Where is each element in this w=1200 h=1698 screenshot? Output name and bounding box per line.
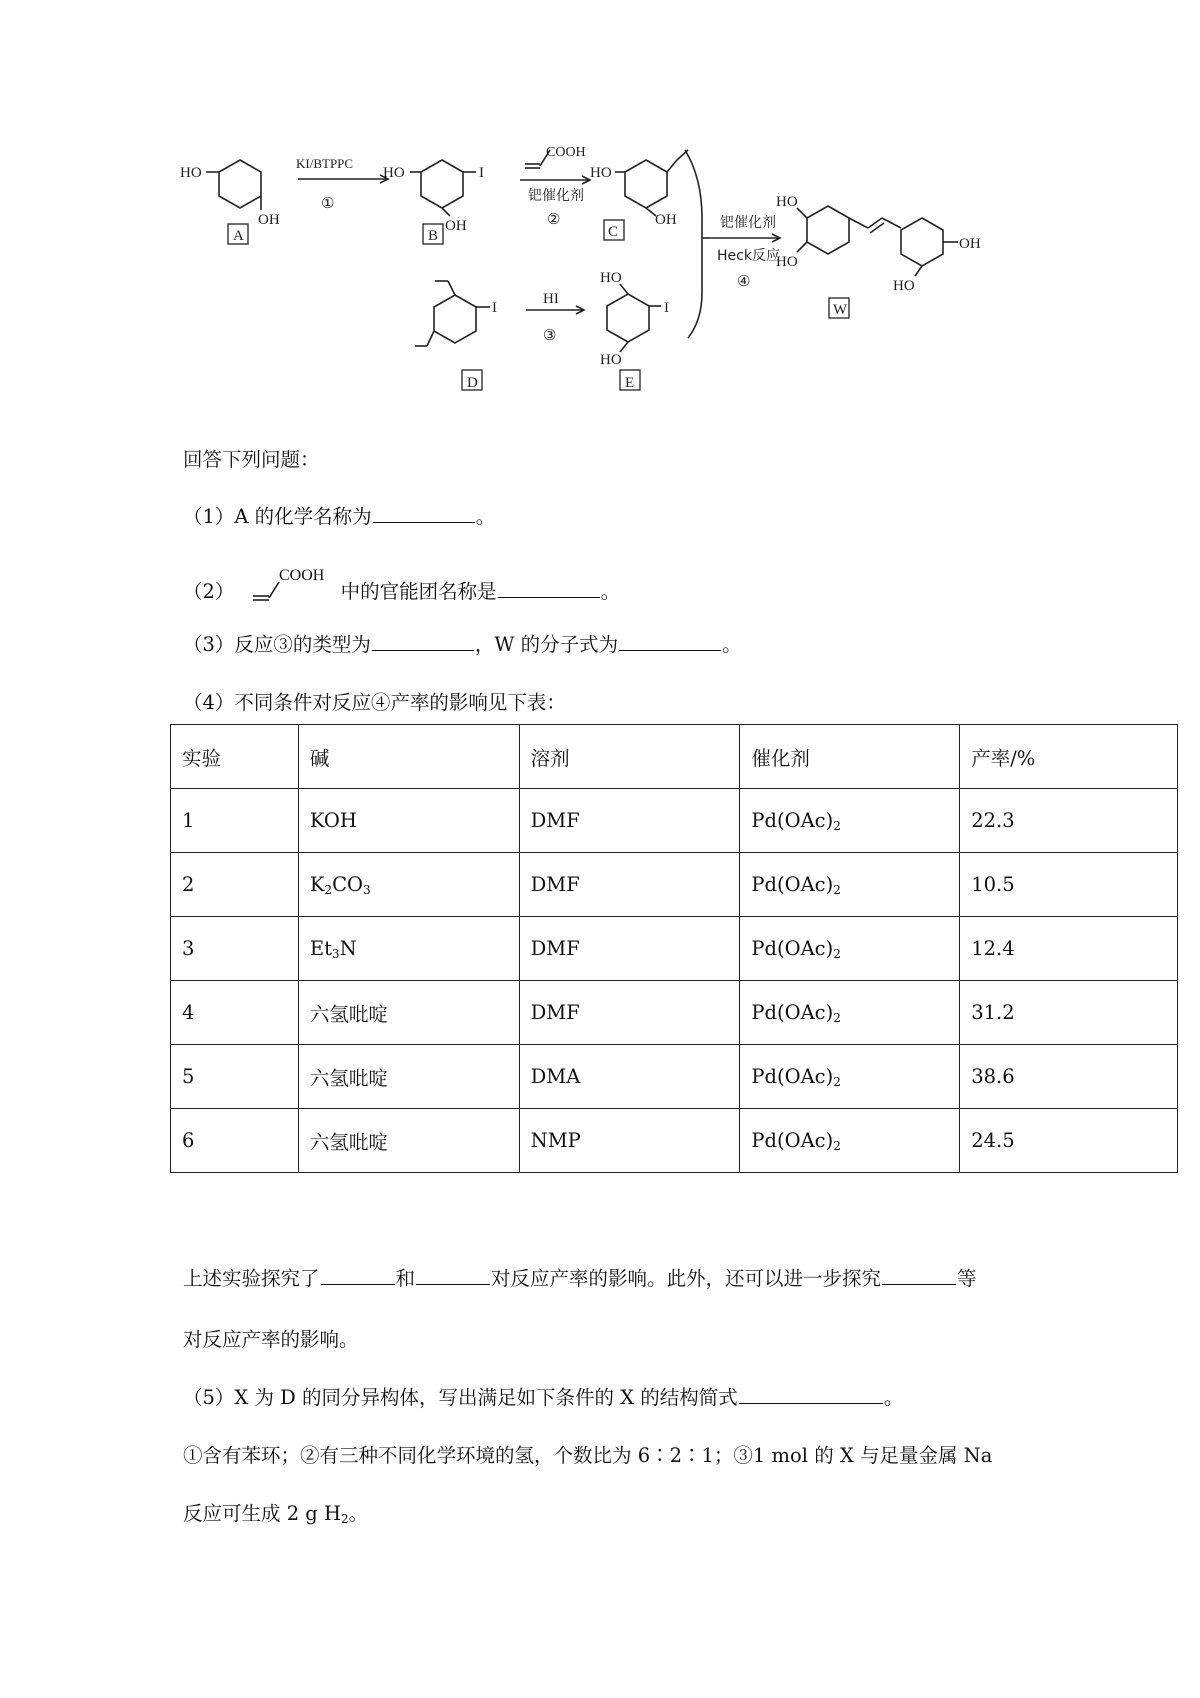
- group-ho-w1: HO: [776, 194, 798, 210]
- label-b: B: [428, 228, 439, 244]
- cell-base: [298, 917, 519, 981]
- cell-solvent: DMF: [519, 789, 740, 853]
- cell-base: [298, 853, 519, 917]
- q1-suffix: 。: [475, 505, 496, 528]
- catalyst-subscript: 2: [833, 1138, 841, 1153]
- group-ho-e-top: HO: [600, 270, 622, 286]
- table-row: [171, 917, 1178, 981]
- cell-base: 六氢吡啶: [298, 1045, 519, 1109]
- q2-suffix: 。: [600, 580, 621, 603]
- cell-experiment: 2: [171, 853, 299, 917]
- q5-conditions-line2: [183, 1499, 368, 1534]
- answer-blank-q2[interactable]: [498, 577, 600, 598]
- cell-yield: 31.2: [960, 981, 1178, 1045]
- cell-experiment: 4: [171, 981, 299, 1045]
- cell-experiment: 6: [171, 1109, 299, 1173]
- base-subscript: 2: [324, 882, 333, 897]
- q3-prefix: （3）反应③的类型为: [183, 633, 371, 656]
- compound-c-ring: [625, 160, 667, 208]
- cell-yield: 38.6: [960, 1045, 1178, 1109]
- header-catalyst: 催化剂: [740, 725, 960, 789]
- answer-blank-q3b[interactable]: [619, 630, 721, 651]
- question-2: [183, 566, 620, 607]
- cell-experiment: 3: [171, 917, 299, 981]
- label-e: E: [625, 375, 635, 391]
- cell-yield: 12.4: [960, 917, 1178, 981]
- base-text: CO: [332, 872, 363, 896]
- step3-number: ③: [543, 328, 557, 344]
- compound-e-ring: [607, 294, 649, 342]
- q4b-part1: 上述实验探究了: [183, 1267, 320, 1290]
- label-d: D: [467, 375, 478, 391]
- group-oh-b: OH: [445, 218, 467, 234]
- yield-table: [170, 724, 1178, 1173]
- header-solvent: 溶剂: [519, 725, 740, 789]
- cell-catalyst: [740, 981, 960, 1045]
- cell-solvent: NMP: [519, 1109, 740, 1173]
- compound-w-ring-left: [807, 206, 849, 254]
- step4-number: ④: [737, 274, 751, 290]
- question-4-followup: [183, 1264, 977, 1294]
- catalyst-text: Pd(OAc): [751, 872, 834, 896]
- table-row: [171, 1109, 1178, 1173]
- base-text: K: [309, 872, 325, 896]
- catalyst-text: Pd(OAc): [751, 1128, 834, 1152]
- catalyst-step2: 钯催化剂: [528, 188, 584, 204]
- q5-cond2-sub: 2: [341, 1512, 349, 1526]
- cell-catalyst: [740, 853, 960, 917]
- base-subscript: 3: [362, 882, 371, 897]
- q5-cond1: ①含有苯环；②有三种不同化学环境的氢，个数比为 6∶2∶1；③1 mol 的 X 与足量金属 Na: [183, 1444, 993, 1467]
- group-ho-a: HO: [180, 165, 202, 181]
- catalyst-subscript: 2: [833, 882, 841, 897]
- q3-suffix: 。: [722, 633, 742, 656]
- table-row: [171, 981, 1178, 1045]
- question-5: [183, 1383, 903, 1413]
- question-1: [183, 502, 495, 532]
- reagent-step2: COOH: [546, 145, 586, 160]
- answer-blank-q4b[interactable]: [416, 1264, 490, 1285]
- cell-solvent: DMF: [519, 981, 740, 1045]
- catalyst-text: Pd(OAc): [751, 808, 834, 832]
- acrylic-cooh: COOH: [278, 567, 324, 584]
- cell-catalyst: [740, 1109, 960, 1173]
- q4b-part3: 对反应产率的影响。此外，还可以进一步探究: [491, 1267, 882, 1290]
- group-ho-w2: HO: [776, 254, 798, 270]
- cell-catalyst: [740, 1045, 960, 1109]
- q4b-part2: 和: [395, 1267, 416, 1290]
- compound-b-ring: [421, 160, 463, 208]
- heck-label: Heck反应: [717, 248, 780, 264]
- table-row: [171, 1045, 1178, 1109]
- catalyst-subscript: 2: [833, 1010, 841, 1025]
- table-header-row: [171, 725, 1178, 789]
- cell-yield: 22.3: [960, 789, 1178, 853]
- question-3: [183, 630, 742, 660]
- catalyst-step4: 钯催化剂: [720, 215, 776, 231]
- header-experiment: 实验: [171, 725, 299, 789]
- q5-prefix: （5）X 为 D 的同分异构体，写出满足如下条件的 X 的结构简式: [183, 1386, 738, 1409]
- step1-number: ①: [321, 196, 335, 212]
- compound-w-ring-right: [901, 218, 943, 266]
- group-i-d: I: [492, 300, 497, 316]
- label-a: A: [233, 228, 244, 244]
- q4b-line2: 对反应产率的影响。: [183, 1328, 359, 1351]
- catalyst-text: Pd(OAc): [751, 936, 834, 960]
- base-text: N: [339, 936, 357, 960]
- acrylic-acid-structure: [241, 566, 341, 606]
- intro-text: 回答下列问题：: [183, 448, 320, 471]
- answer-blank-q5[interactable]: [739, 1383, 883, 1404]
- group-ho-b: HO: [383, 165, 405, 181]
- question-4-followup-line2: [183, 1325, 359, 1355]
- cell-yield: 10.5: [960, 853, 1178, 917]
- reagent-step3: HI: [543, 291, 559, 307]
- group-oh-a: OH: [258, 212, 280, 228]
- q5-conditions-line1: [183, 1441, 992, 1471]
- cell-solvent: DMF: [519, 853, 740, 917]
- compound-a-ring: [219, 160, 261, 208]
- group-i-b: I: [479, 165, 484, 181]
- cell-solvent: DMF: [519, 917, 740, 981]
- catalyst-subscript: 2: [833, 946, 841, 961]
- q2-prefix: （2）: [183, 580, 235, 603]
- q4-prefix: （4）不同条件对反应④产率的影响见下表：: [183, 691, 566, 714]
- q5-cond2b: 。: [348, 1502, 369, 1525]
- compound-d-ring: [434, 295, 476, 343]
- reagent-step1: KI/BTPPC: [296, 156, 354, 171]
- group-ho-w3: HO: [893, 278, 915, 294]
- header-base: 碱: [298, 725, 519, 789]
- base-text: Et: [309, 936, 332, 960]
- q1-prefix: （1）A 的化学名称为: [183, 505, 372, 528]
- question-4: [183, 688, 566, 718]
- q3-mid: ，W 的分子式为: [474, 633, 619, 656]
- group-ho-c: HO: [590, 165, 612, 181]
- q5-suffix: 。: [883, 1386, 904, 1409]
- answer-blank-q3a[interactable]: [372, 630, 474, 651]
- reaction-scheme: [180, 138, 1060, 438]
- answer-blank-q1[interactable]: [373, 502, 475, 523]
- group-oh-w: OH: [959, 236, 981, 252]
- catalyst-text: Pd(OAc): [751, 1000, 834, 1024]
- catalyst-subscript: 2: [833, 818, 841, 833]
- base-text: KOH: [309, 809, 357, 832]
- q5-cond2a: 反应可生成 2 g H: [183, 1502, 341, 1525]
- table-row: [171, 789, 1178, 853]
- cell-solvent: DMA: [519, 1045, 740, 1109]
- label-w: W: [833, 302, 848, 318]
- q4b-part4: 等: [957, 1267, 977, 1290]
- cell-base: 六氢吡啶: [298, 1109, 519, 1173]
- intro-line: [183, 445, 320, 475]
- answer-blank-q4a[interactable]: [321, 1264, 395, 1285]
- cell-catalyst: [740, 917, 960, 981]
- step2-number: ②: [547, 212, 561, 228]
- catalyst-text: Pd(OAc): [751, 1064, 834, 1088]
- group-i-e: I: [664, 300, 669, 316]
- group-ho-e-bottom: HO: [600, 352, 622, 368]
- cell-base: 六氢吡啶: [298, 981, 519, 1045]
- q2-mid: 中的官能团名称是: [340, 580, 497, 603]
- header-yield: 产率/%: [960, 725, 1178, 789]
- cell-yield: 24.5: [960, 1109, 1178, 1173]
- catalyst-subscript: 2: [833, 1074, 841, 1089]
- cell-base: [298, 789, 519, 853]
- group-oh-c: OH: [655, 212, 677, 228]
- cell-experiment: 5: [171, 1045, 299, 1109]
- cell-experiment: 1: [171, 789, 299, 853]
- label-c: C: [608, 224, 619, 240]
- table-row: [171, 853, 1178, 917]
- cell-catalyst: [740, 789, 960, 853]
- answer-blank-q4c[interactable]: [882, 1264, 956, 1285]
- base-subscript: 3: [331, 946, 340, 961]
